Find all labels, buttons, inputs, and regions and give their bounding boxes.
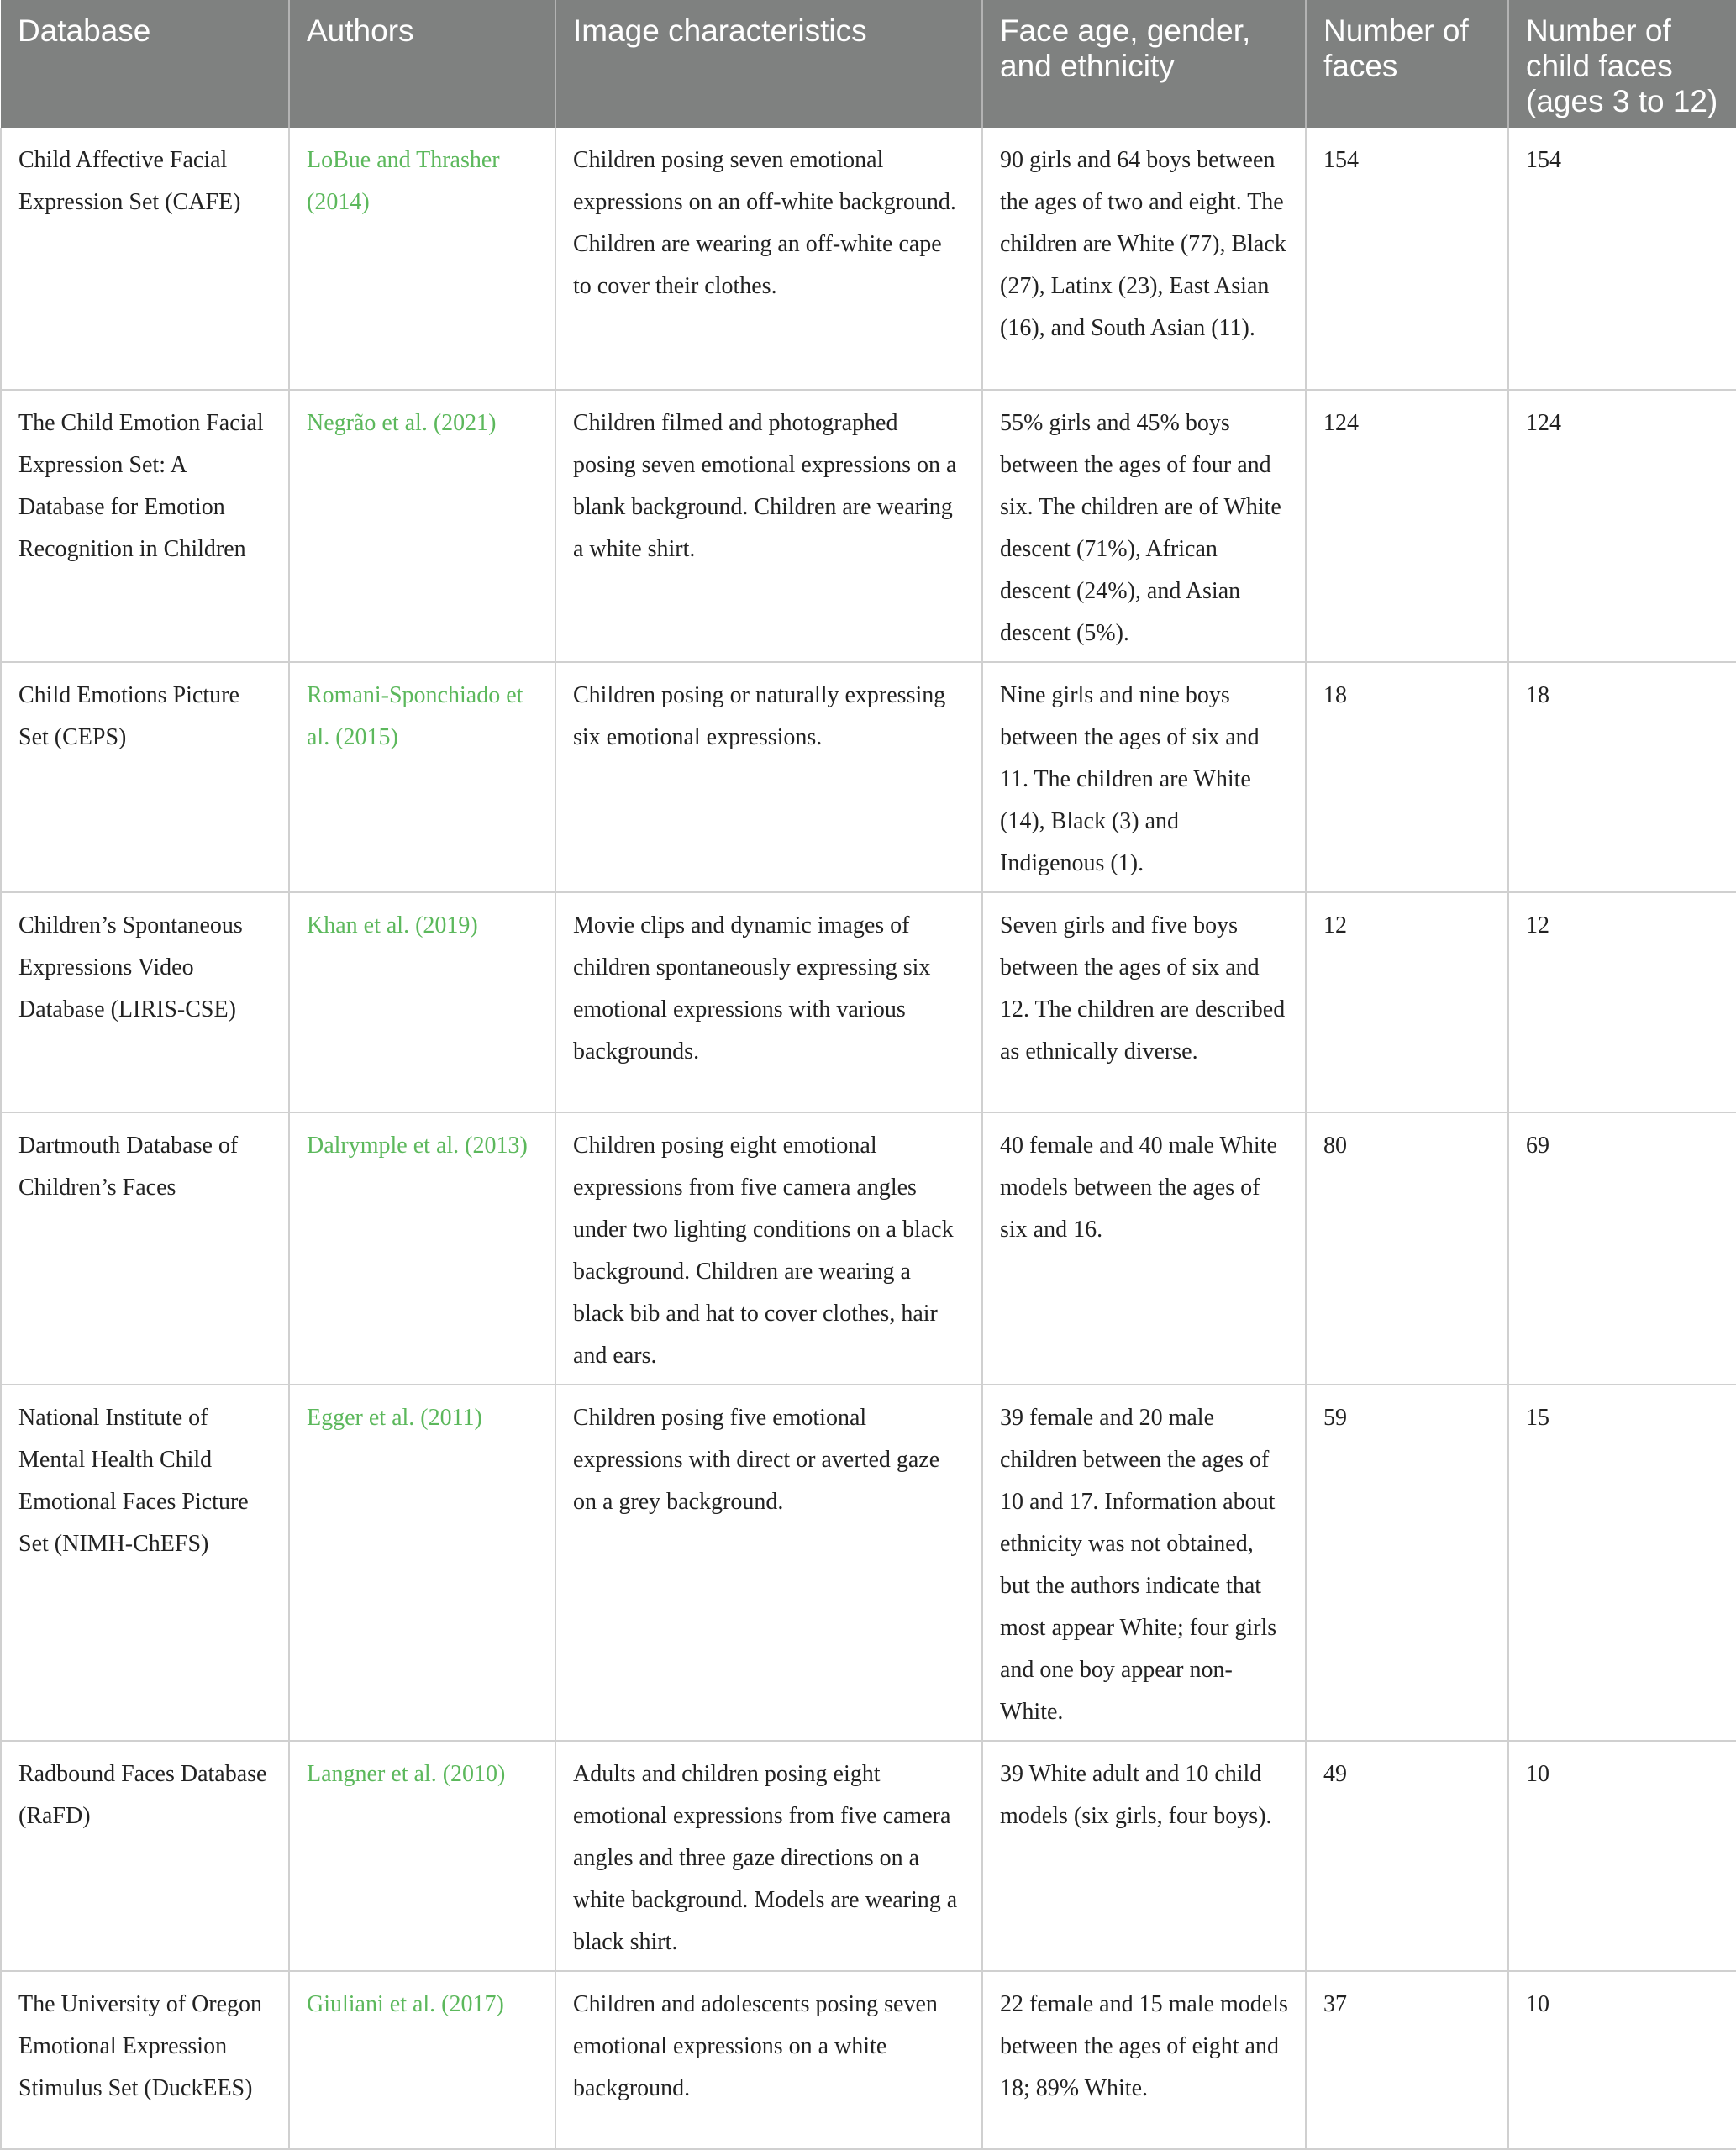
cell-database: National Institute of Mental Health Child Emotional Faces Picture Set (NIMH-ChEFS): [1, 1385, 289, 1741]
header-database: Database: [1, 0, 289, 128]
header-authors: Authors: [289, 0, 555, 128]
cell-authors: [289, 892, 555, 1112]
cell-number-of-faces: 59: [1306, 1385, 1508, 1741]
table-row: [1, 1385, 1736, 1741]
cell-image-characteristics: Adults and children posing eight emotional expressions from five camera angles and three gaze directions on a white background. Models are wearing a black shirt.: [555, 1741, 982, 1971]
cell-number-of-faces: 37: [1306, 1971, 1508, 2149]
cell-database: Dartmouth Database of Children’s Faces: [1, 1112, 289, 1385]
author-link[interactable]: Dalrymple et al. (2013): [307, 1133, 528, 1159]
cell-authors: [289, 662, 555, 892]
cell-image-characteristics: Children filmed and photographed posing seven emotional expressions on a blank background. Children are wearing a white shirt.: [555, 390, 982, 662]
header-demographics: Face age, gender, and ethnicity: [982, 0, 1306, 128]
header-image-characteristics: Image characteristics: [555, 0, 982, 128]
cell-authors: [289, 1741, 555, 1971]
cell-authors: [289, 1112, 555, 1385]
author-link[interactable]: Giuliani et al. (2017): [307, 1991, 504, 2017]
table-row: [1, 1971, 1736, 2149]
cell-image-characteristics: Children posing seven emotional expressions on an off-white background. Children are wearing an off-white cape to cover their clothes.: [555, 128, 982, 390]
cell-demographics: 39 female and 20 male children between the ages of 10 and 17. Information about ethnicity was not obtained, but the authors indicate that most appear White; four girls and one boy appear non-White.: [982, 1385, 1306, 1741]
cell-image-characteristics: Children posing eight emotional expressions from five camera angles under two lighting conditions on a black background. Children are wearing a black bib and hat to cover clothes, hair and ears.: [555, 1112, 982, 1385]
cell-number-of-child-faces: 18: [1508, 662, 1736, 892]
cell-authors: [289, 128, 555, 390]
cell-image-characteristics: Children posing five emotional expressions with direct or averted gaze on a grey background.: [555, 1385, 982, 1741]
cell-number-of-faces: 49: [1306, 1741, 1508, 1971]
cell-database: Radbound Faces Database (RaFD): [1, 1741, 289, 1971]
header-row: [1, 0, 1736, 128]
cell-number-of-faces: 80: [1306, 1112, 1508, 1385]
cell-authors: [289, 1971, 555, 2149]
cell-image-characteristics: Movie clips and dynamic images of children spontaneously expressing six emotional expressions with various backgrounds.: [555, 892, 982, 1112]
table-row: [1, 1112, 1736, 1385]
cell-database: The University of Oregon Emotional Expression Stimulus Set (DuckEES): [1, 1971, 289, 2149]
author-link[interactable]: Negrão et al. (2021): [307, 410, 497, 436]
author-link[interactable]: LoBue and Thrasher (2014): [307, 147, 500, 215]
cell-demographics: 90 girls and 64 boys between the ages of two and eight. The children are White (77), Black (27), Latinx (23), East Asian (16), and South Asian (11).: [982, 128, 1306, 390]
cell-number-of-child-faces: 10: [1508, 1971, 1736, 2149]
author-link[interactable]: Egger et al. (2011): [307, 1405, 482, 1431]
cell-authors: [289, 390, 555, 662]
table-row: [1, 128, 1736, 390]
cell-demographics: 40 female and 40 male White models between the ages of six and 16.: [982, 1112, 1306, 1385]
cell-number-of-child-faces: 69: [1508, 1112, 1736, 1385]
cell-image-characteristics: Children and adolescents posing seven emotional expressions on a white background.: [555, 1971, 982, 2149]
cell-database: Child Affective Facial Expression Set (CAFE): [1, 128, 289, 390]
cell-demographics: Seven girls and five boys between the ages of six and 12. The children are described as ethnically diverse.: [982, 892, 1306, 1112]
header-number-of-child-faces: Number of child faces (ages 3 to 12): [1508, 0, 1736, 128]
header-number-of-faces: Number of faces: [1306, 0, 1508, 128]
cell-number-of-faces: 12: [1306, 892, 1508, 1112]
cell-demographics: 39 White adult and 10 child models (six girls, four boys).: [982, 1741, 1306, 1971]
cell-number-of-child-faces: 10: [1508, 1741, 1736, 1971]
cell-number-of-child-faces: 15: [1508, 1385, 1736, 1741]
cell-demographics: Nine girls and nine boys between the ages of six and 11. The children are White (14), Black (3) and Indigenous (1).: [982, 662, 1306, 892]
cell-number-of-child-faces: 124: [1508, 390, 1736, 662]
cell-number-of-faces: 154: [1306, 128, 1508, 390]
cell-authors: [289, 1385, 555, 1741]
cell-image-characteristics: Children posing or naturally expressing six emotional expressions.: [555, 662, 982, 892]
cell-database: Children’s Spontaneous Expressions Video Database (LIRIS-CSE): [1, 892, 289, 1112]
cell-number-of-child-faces: 12: [1508, 892, 1736, 1112]
cell-demographics: 22 female and 15 male models between the ages of eight and 18; 89% White.: [982, 1971, 1306, 2149]
cell-number-of-faces: 18: [1306, 662, 1508, 892]
author-link[interactable]: Khan et al. (2019): [307, 912, 478, 938]
cell-demographics: 55% girls and 45% boys between the ages of four and six. The children are of White descent (71%), African descent (24%), and Asian descent (5%).: [982, 390, 1306, 662]
table-row: [1, 662, 1736, 892]
cell-number-of-faces: 124: [1306, 390, 1508, 662]
cell-database: The Child Emotion Facial Expression Set: A Database for Emotion Recognition in Children: [1, 390, 289, 662]
author-link[interactable]: Langner et al. (2010): [307, 1761, 506, 1787]
author-link[interactable]: Romani-Sponchiado et al. (2015): [307, 682, 523, 750]
cell-number-of-child-faces: 154: [1508, 128, 1736, 390]
cell-database: Child Emotions Picture Set (CEPS): [1, 662, 289, 892]
table-row: [1, 390, 1736, 662]
table-row: [1, 892, 1736, 1112]
table-row: [1, 1741, 1736, 1971]
